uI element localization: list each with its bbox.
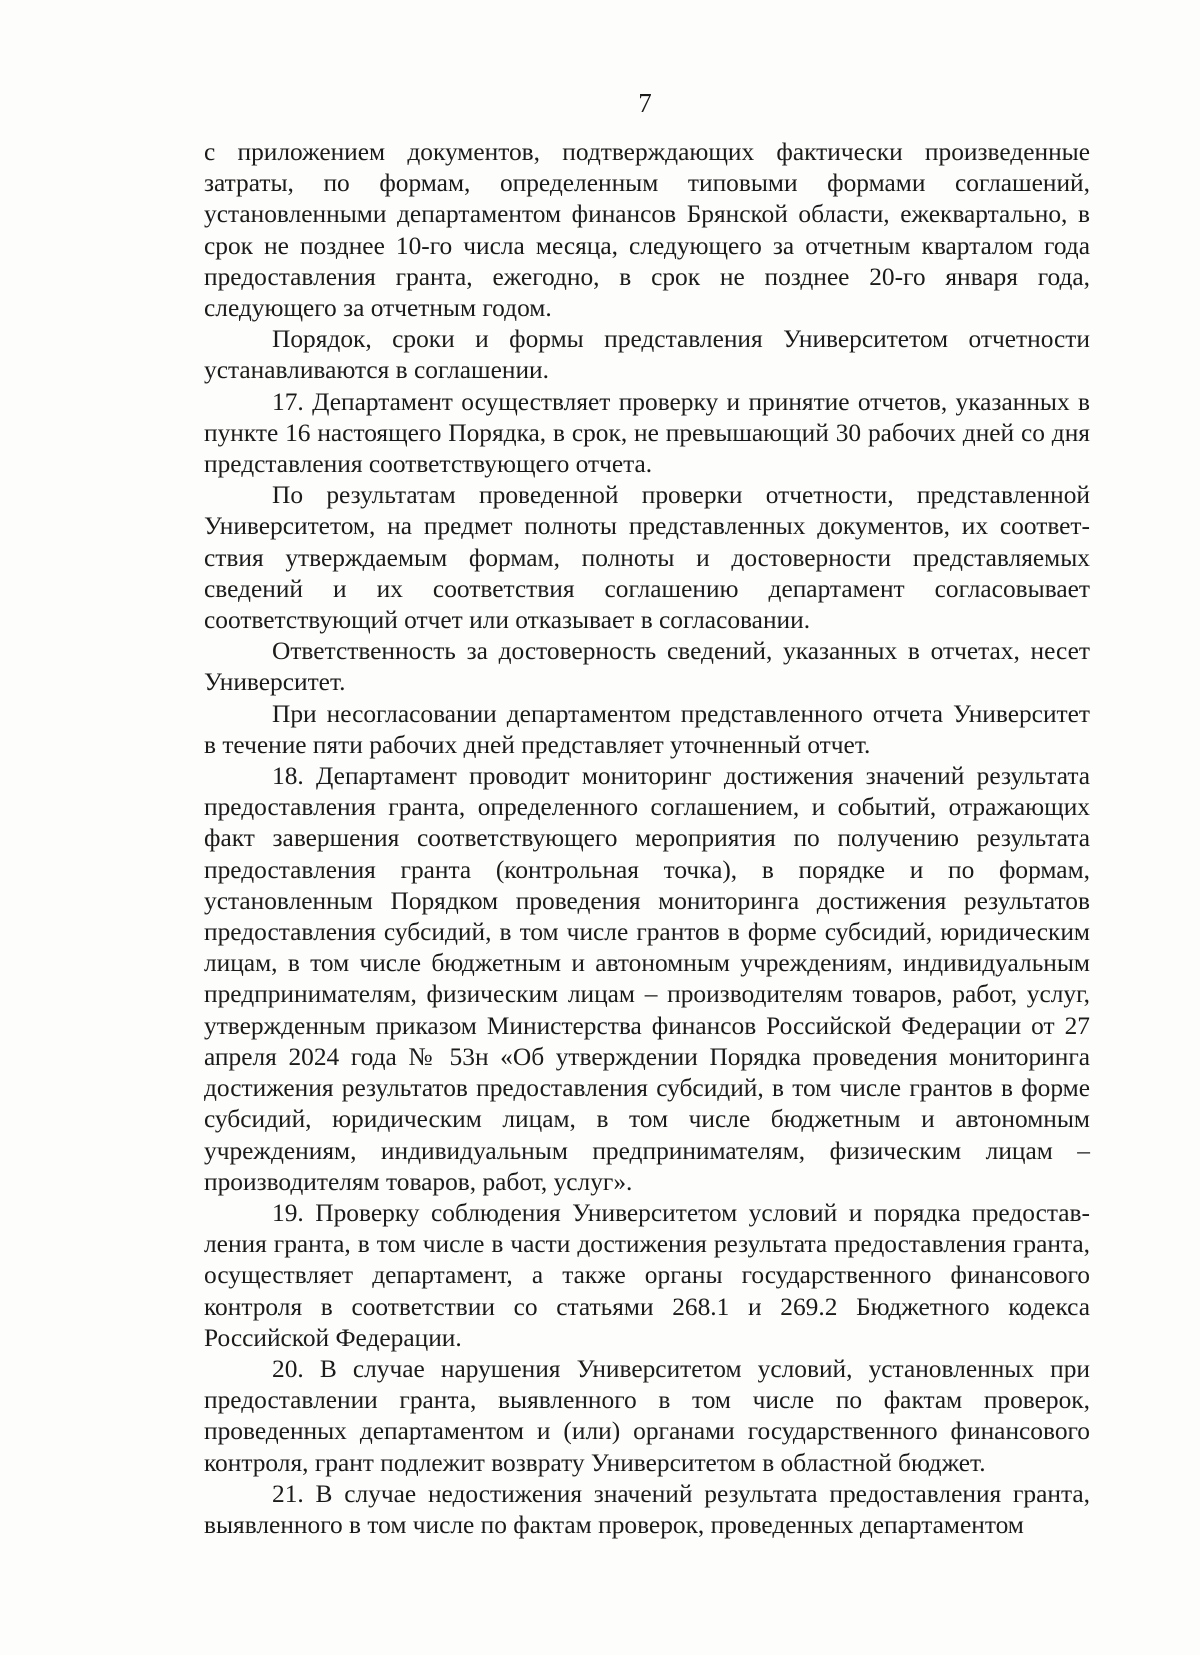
paragraph-check-results: По результатам проведенной проверки отчетности, представленной Университетом, на предмет полноты представленных документов, их соответствия утверждаемым формам, полноты и достоверности представляемых сведений и их соответствия соглашению департамент согласовывает соответствующий отчет или отказывает в согласовании. <box>204 481 1090 635</box>
paragraph-responsibility: Ответственность за достоверность сведений, указанных в отчетах, несет Университет. <box>204 637 1090 697</box>
paragraph-18: 18. Департамент проводит мониторинг достижения значений результата предоставления гранта, определенного соглашением, и событий, отражающих факт завершения соответствующего мероприятия по получению результата предоставления гранта (контрольная точка), в порядке и по формам, установленным Порядком проведения мониторинга достижения результатов предоставления субсидий, в том числе грантов в форме субсидий, юридическим лицам, в том числе бюджетным и автономным учреждениям, индивидуальным предпринимателям, физическим лицам – производителям товаров, работ, услуг, утвержденным приказом Министерства финансов Российской Федерации от 27 апреля 2024 года № 53н «Об утверждении Порядка проведения мониторинга достижения результатов предоставления субсидий, в том числе грантов в форме субсидий, юридическим лицам, в том числе бюджетным и автономным учреждениям, индивидуальным предпринимателям, физическим лицам – производителям товаров, работ, услуг». <box>204 762 1090 1196</box>
paragraph-continuation: с приложением документов, подтверждающих фактически произведенные затраты, по формам, определенным типовыми формами соглашений, установленными департаментом финансов Брянской области, ежеквартально, в срок не позднее 10-го числа месяца, следующего за отчетным кварталом года предоставления гранта, ежегодно, в срок не позднее 20-го января года, следующего за отчетным годом. <box>204 138 1090 323</box>
paragraph-non-approval: При несогласовании департаментом представленного отчета Университет в течение пяти рабочих дней представляет уточненный отчет. <box>204 699 1090 759</box>
paragraph-21: 21. В случае недостижения значений результата предоставления гранта, выявленного в том числе по фактам проверок, проведенных департаментом <box>204 1479 1090 1539</box>
paragraph-17: 17. Департамент осуществляет проверку и принятие отчетов, указанных в пункте 16 настоящего Порядка, в срок, не превышающий 30 рабочих дней со дня представления соответствующего отчета. <box>204 387 1090 479</box>
paragraph-reporting-order: Порядок, сроки и формы представления Университетом отчетности устанавливаются в соглашении. <box>204 325 1090 385</box>
page-number: 7 <box>638 88 652 118</box>
document-body <box>204 137 1090 1541</box>
paragraph-19: 19. Проверку соблюдения Университетом условий и порядка предоставления гранта, в том числе в части достижения результата предоставления гранта, осуществляет департамент, а также органы государственного финансового контроля в соответствии со статьями 268.1 и 269.2 Бюджетного кодекса Российской Федерации. <box>204 1198 1090 1352</box>
paragraph-20: 20. В случае нарушения Университетом условий, установленных при предоставлении гранта, выявленного в том числе по фактам проверок, проведенных департаментом и (или) органами государственного финансового контроля, грант подлежит возврату Университетом в областной бюджет. <box>204 1354 1090 1477</box>
